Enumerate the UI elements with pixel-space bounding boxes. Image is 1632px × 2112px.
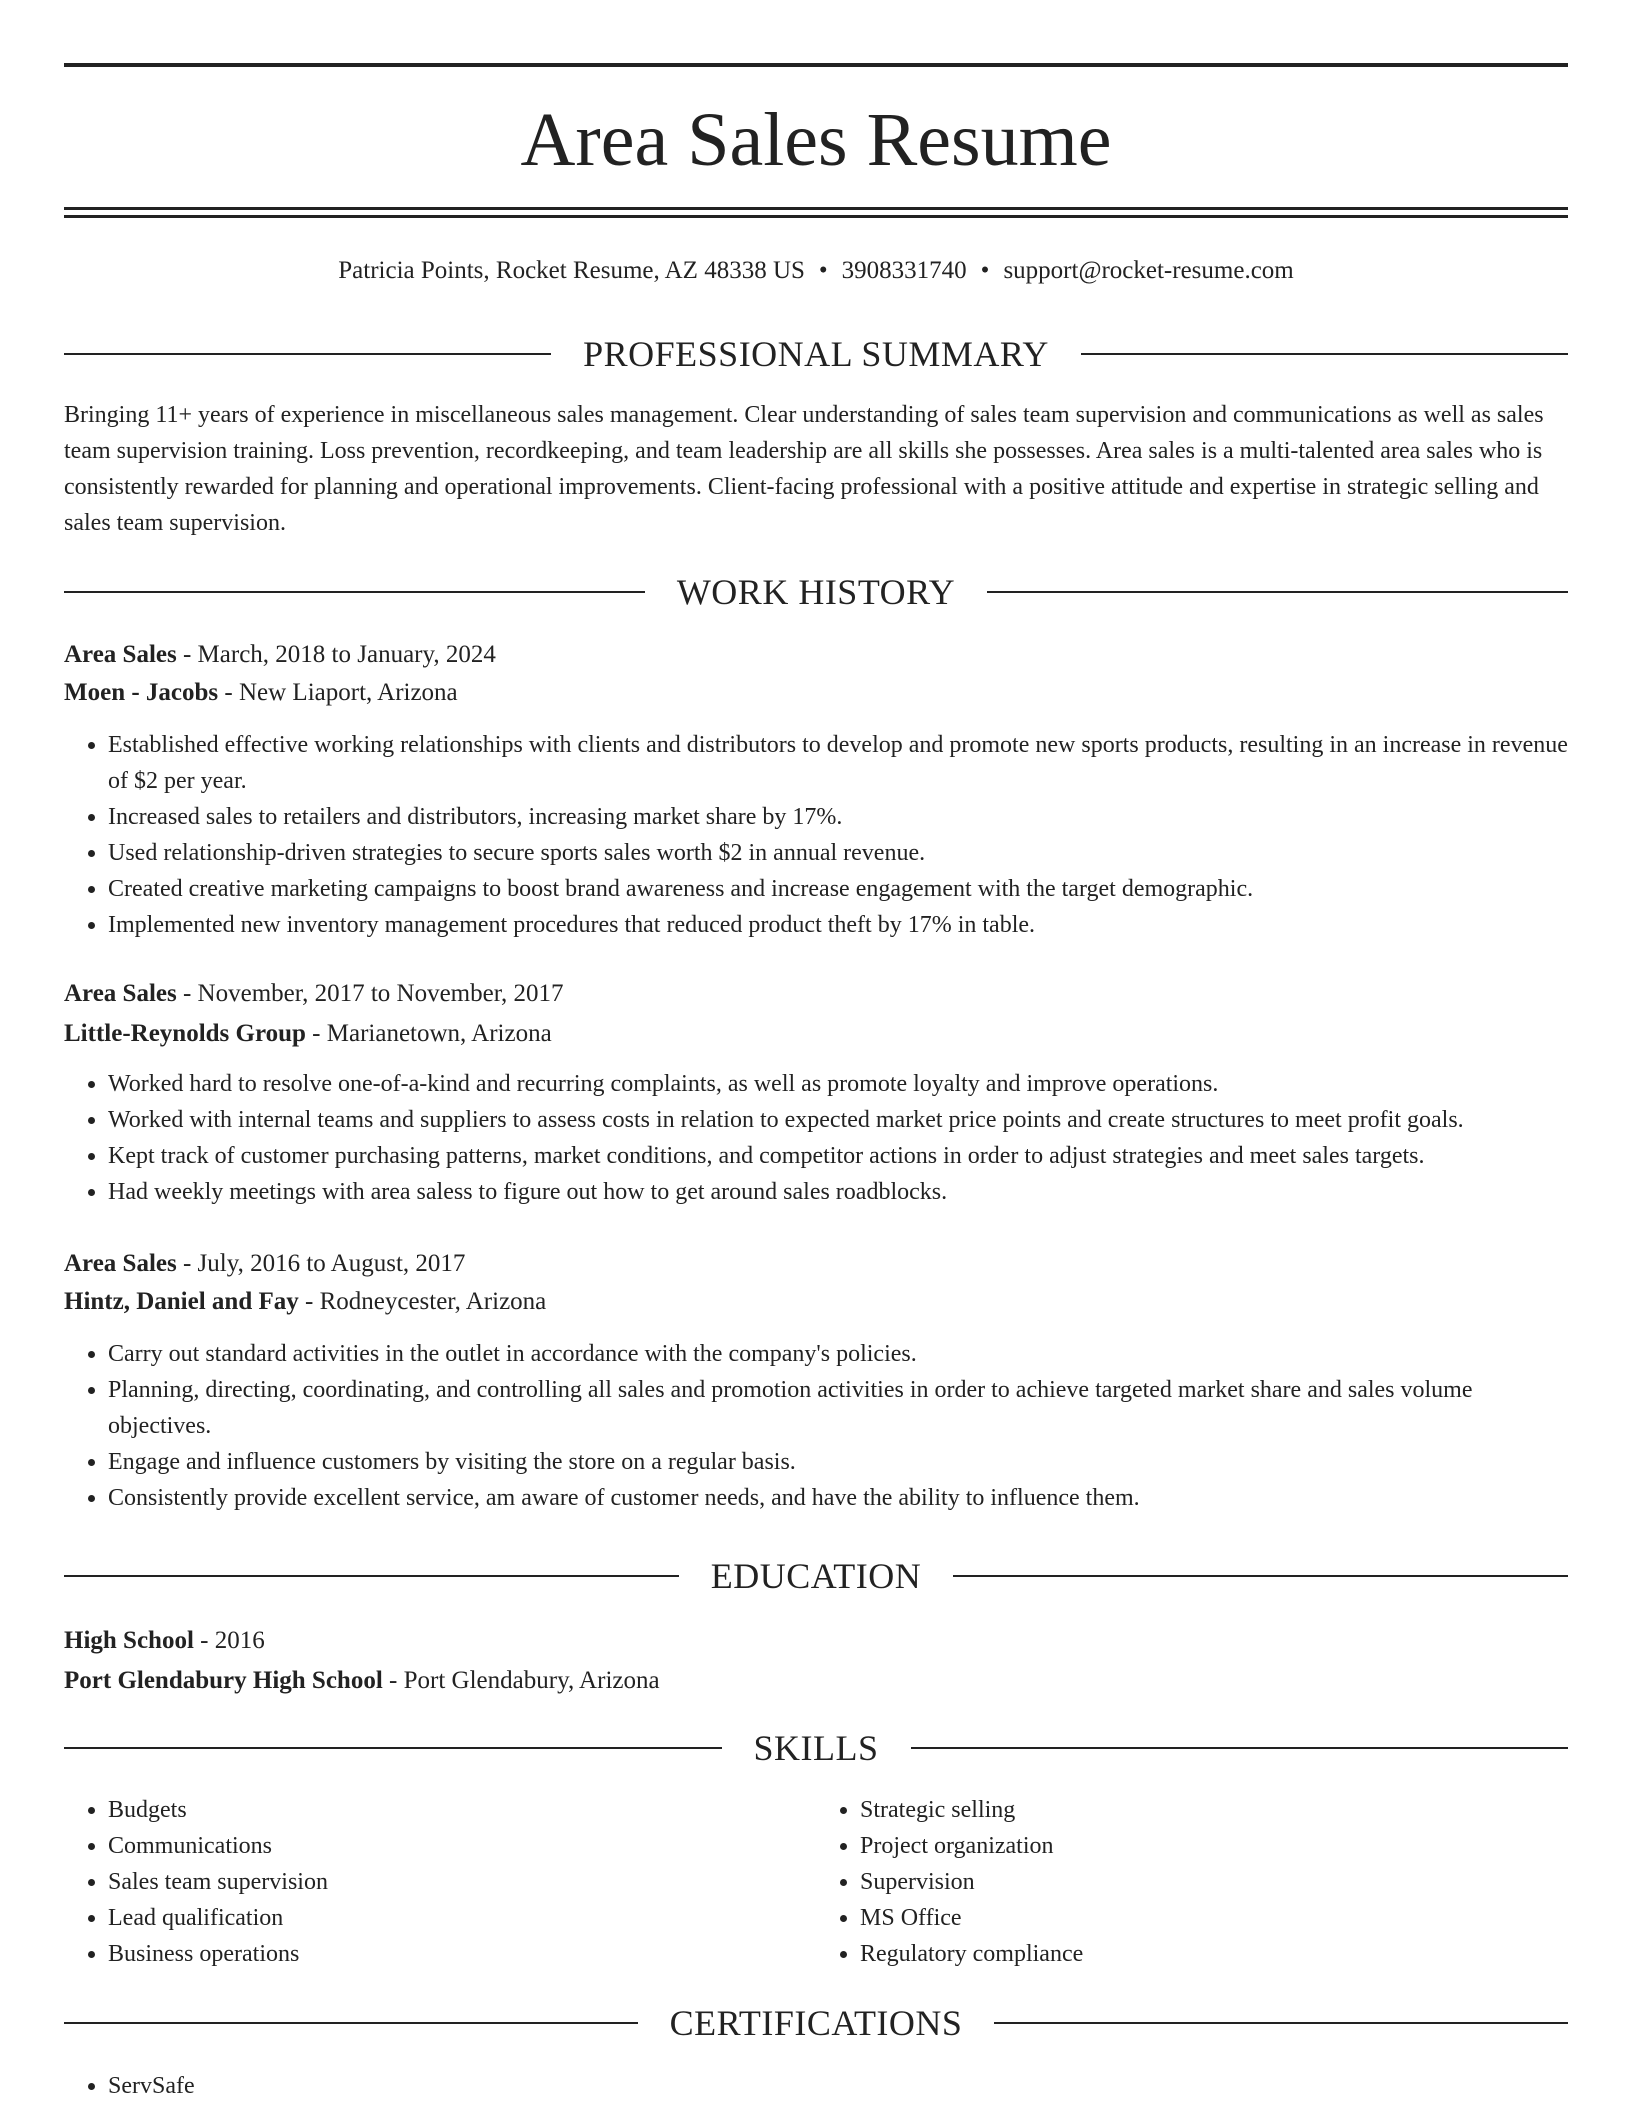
job-company-line <box>64 1283 1568 1321</box>
job-bullet: • Planning, directing, coordinating, and controlling all sales and promotion activities in order to achieve targeted market share and sales volume objectives. <box>108 1372 1568 1444</box>
job-company: Moen - Jacobs <box>64 679 219 706</box>
resume-title: Area Sales Resume <box>520 98 1112 182</box>
education-entry <box>64 1622 1568 1700</box>
job-title: Area Sales <box>64 1250 177 1277</box>
job-bullet: • Carry out standard activities in the outlet in accordance with the company's policies. <box>108 1336 1568 1372</box>
heading-rule <box>911 1747 1569 1749</box>
skill-item: • Sales team supervision <box>108 1864 816 1900</box>
job-entry <box>64 975 1568 1053</box>
heading-rule <box>64 591 645 593</box>
job-bullets-block <box>64 1336 1568 1516</box>
skill-item: • Budgets <box>108 1792 816 1828</box>
section-heading-skills <box>64 1726 1568 1770</box>
skills-list <box>64 1792 1568 1972</box>
job-location: - New Liaport, Arizona <box>218 679 458 706</box>
job-bullet: • Engage and influence customers by visiting the store on a regular basis. <box>108 1444 1568 1480</box>
skills-column-left <box>64 1792 816 1972</box>
skill-item: • Strategic selling <box>860 1792 1568 1828</box>
skill-item: • Lead qualification <box>108 1900 816 1936</box>
section-heading-work-history <box>64 570 1568 614</box>
job-dates: - July, 2016 to August, 2017 <box>176 1250 466 1277</box>
job-bullet: • Increased sales to retailers and distributors, increasing market share by 17%. <box>108 799 1568 835</box>
job-bullet: • Established effective working relationships with clients and distributors to develop and promote new sports products, resulting in an increase in revenue of $2 per year. <box>108 727 1568 799</box>
job-bullet: • Worked with internal teams and suppliers to assess costs in relation to expected market price points and create structures to meet profit goals. <box>108 1102 1568 1138</box>
contact-separator: • <box>818 257 828 284</box>
contact-email: support@rocket-resume.com <box>1003 257 1294 284</box>
section-title: WORK HISTORY <box>676 572 956 612</box>
education-year: - 2016 <box>193 1627 265 1654</box>
contact-phone: 3908331740 <box>841 257 967 284</box>
skill-item: • Supervision <box>860 1864 1568 1900</box>
skill-item: • Regulatory compliance <box>860 1936 1568 1972</box>
job-bullet: • Worked hard to resolve one-of-a-kind and recurring complaints, as well as promote loyalty and improve operations. <box>108 1066 1568 1102</box>
title-double-rule <box>64 207 1568 218</box>
section-heading-certifications <box>64 2001 1568 2045</box>
education-school: Port Glendabury High School <box>64 1667 383 1694</box>
job-entry <box>64 1245 1568 1321</box>
section-title: EDUCATION <box>710 1556 922 1596</box>
job-bullets <box>64 1066 1568 1210</box>
skill-item: • MS Office <box>860 1900 1568 1936</box>
contact-separator: • <box>980 257 990 284</box>
section-heading-summary <box>64 332 1568 376</box>
job-bullets-block <box>64 727 1568 943</box>
education-degree: High School <box>64 1627 194 1654</box>
job-bullets <box>64 727 1568 943</box>
skill-item: • Communications <box>108 1828 816 1864</box>
job-dates: - March, 2018 to January, 2024 <box>176 641 496 668</box>
education-degree-line <box>64 1622 1568 1660</box>
skills-column-right <box>816 1792 1568 1972</box>
job-bullets <box>64 1336 1568 1516</box>
job-company: Little-Reynolds Group <box>64 1020 306 1047</box>
job-bullet: • Used relationship-driven strategies to secure sports sales worth $2 in annual revenue. <box>108 835 1568 871</box>
certification-bullets <box>64 2068 1568 2104</box>
job-company-line <box>64 1015 1568 1053</box>
job-title-line <box>64 975 1568 1013</box>
job-bullet: • Implemented new inventory management procedures that reduced product theft by 17% in table. <box>108 907 1568 943</box>
certifications-list <box>64 2068 1568 2104</box>
job-bullet: • Kept track of customer purchasing patterns, market conditions, and competitor actions in order to adjust strategies and meet sales targets. <box>108 1138 1568 1174</box>
job-location: - Rodneycester, Arizona <box>298 1288 547 1315</box>
skill-item: • Project organization <box>860 1828 1568 1864</box>
heading-rule <box>994 2022 1568 2024</box>
heading-rule <box>64 1747 722 1749</box>
contact-address: Patricia Points, Rocket Resume, AZ 48338 US <box>338 257 805 284</box>
job-bullet: • Consistently provide excellent service, am aware of customer needs, and have the ability to influence them. <box>108 1480 1568 1516</box>
job-title-line <box>64 636 1568 674</box>
job-company: Hintz, Daniel and Fay <box>64 1288 299 1315</box>
job-company-line <box>64 674 1568 712</box>
section-title: SKILLS <box>753 1728 879 1768</box>
summary-text: Bringing 11+ years of experience in miscellaneous sales management. Clear understanding of sales team supervision and communications as well as sales team supervision training. Loss prevention, recordkeeping, and team leadership are all skills she possesses. Area sales is a multi-talented area sales who is consistently rewarded for planning and operational improvements. Client-facing professional with a positive attitude and expertise in strategic selling and sales team supervision. <box>64 402 1544 536</box>
heading-rule <box>64 2022 638 2024</box>
certification-item: • ServSafe <box>108 2068 1568 2104</box>
job-dates: - November, 2017 to November, 2017 <box>176 980 564 1007</box>
heading-rule <box>64 353 551 355</box>
job-title: Area Sales <box>64 980 177 1007</box>
job-bullets-block <box>64 1066 1568 1210</box>
job-title: Area Sales <box>64 641 177 668</box>
section-title: PROFESSIONAL SUMMARY <box>583 334 1049 374</box>
job-title-line <box>64 1245 1568 1283</box>
education-location: - Port Glendabury, Arizona <box>382 1667 660 1694</box>
skill-item: • Business operations <box>108 1936 816 1972</box>
heading-rule <box>64 1575 679 1577</box>
heading-rule <box>1081 353 1568 355</box>
heading-rule <box>987 591 1568 593</box>
education-school-line <box>64 1662 1568 1700</box>
top-rule <box>64 63 1568 67</box>
section-heading-education <box>64 1554 1568 1598</box>
job-bullet: • Created creative marketing campaigns to boost brand awareness and increase engagement with the target demographic. <box>108 871 1568 907</box>
contact-line <box>64 253 1568 289</box>
job-entry <box>64 636 1568 712</box>
section-title: CERTIFICATIONS <box>669 2003 963 2043</box>
job-bullet: • Had weekly meetings with area saless to figure out how to get around sales roadblocks. <box>108 1174 1568 1210</box>
job-location: - Marianetown, Arizona <box>305 1020 552 1047</box>
heading-rule <box>953 1575 1568 1577</box>
summary-block <box>64 397 1568 541</box>
